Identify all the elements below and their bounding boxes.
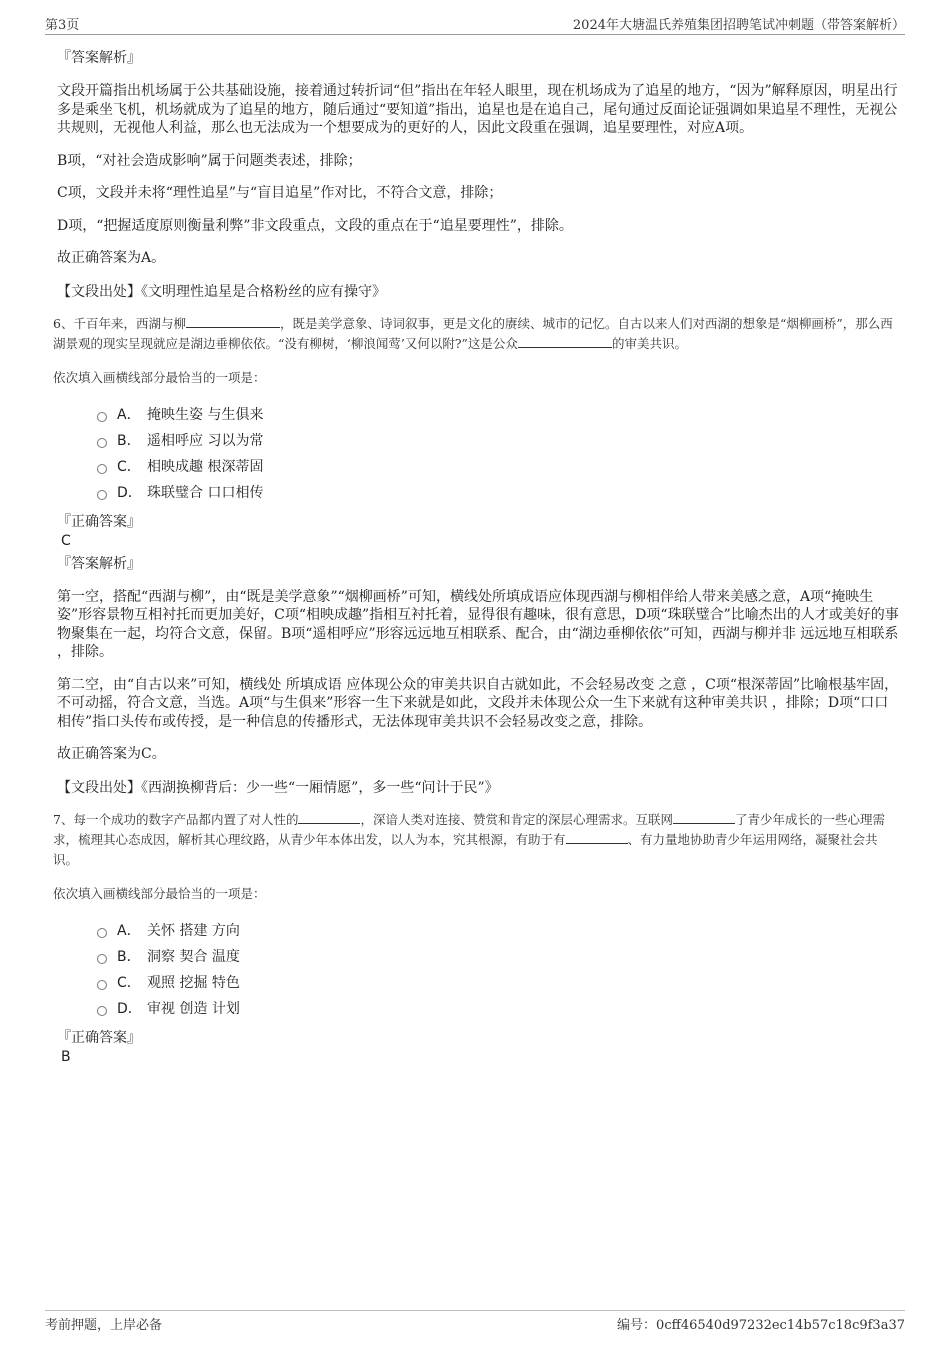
option-text: 关怀 搭建 方向 [147,922,240,939]
q6-blank-1 [186,315,280,328]
option-letter: C． [117,974,141,991]
q7-correct-answer: B [61,1048,71,1065]
option-letter: B． [117,948,141,965]
q6-correct-tag: 『正确答案』 [57,513,141,530]
page-footer [45,1310,905,1336]
option-text: 珠联璧合 口口相传 [147,484,264,501]
q5-analysis-para-4: D项，“把握适度原则衡量利弊”非文段重点，文段的重点在于“追星要理性”，排除。 [57,217,573,234]
q6-option-c[interactable] [97,454,902,480]
option-letter: A． [117,922,141,939]
document-body [53,44,902,1068]
option-text: 遥相呼应 习以为常 [147,432,264,449]
radio-icon[interactable] [97,438,107,448]
radio-icon[interactable] [97,1006,107,1016]
q7-stem [53,810,902,870]
q6-options [97,402,902,506]
q7-stem-part-2: ，深谙人类对连接、赞赏和肯定的深层心理需求。互联网 [360,811,673,827]
q7-option-a[interactable] [97,918,902,944]
footer-slogan: 考前押题，上岸必备 [45,1318,163,1333]
q7-blank-2 [673,811,735,824]
q6-analysis-tag: 『答案解析』 [57,555,141,572]
q7-options [97,918,902,1022]
q6-analysis-para-1: 第一空，搭配“西湖与柳”，由“既是美学意象”“烟柳画桥”可知，横线处所填成语应体现西湖与柳相伴给人带来美感之意，A项“掩映生姿”形容景物互相衬托而更加美好，C项“相映成趣”指相互衬托着，显得很有趣味，很有意思，D项“珠联璧合”比喻杰出的人才或美好的事物聚集在一起，均符合文意，保留。B项“遥相呼应”形容远远地互相联系、配合，由“湖边垂柳依依”可知，西湖与柳并非 远远地互相联系 ，排除。 [57,588,899,660]
q6-stem-part-1: 6、千百年来，西湖与柳 [53,315,186,331]
q6-correct-answer: C [61,532,71,549]
q6-stem-part-2: ，既是美学意象、诗词叙事，更是文化的赓续、城市的记忆。自古以来人们对西湖的想象是“烟柳画桥”，那么西湖景观的现实呈现就应是湖边垂柳依依。“没有柳树，‘柳浪闻莺’又何以附?”这是公众 [53,315,893,351]
radio-icon[interactable] [97,490,107,500]
q5-source: 【文段出处】《文明理性追星是合格粉丝的应有操守》 [57,283,386,300]
option-text: 掩映生姿 与生俱来 [147,406,264,423]
q6-stem [53,314,902,354]
q5-analysis-para-3: C项，文段并未将“理性追星”与“盲目追星”作对比，不符合文意，排除； [57,185,503,201]
q6-analysis-para-2: 第二空，由“自古以来”可知，横线处 所填成语 应体现公众的审美共识自古就如此，不会轻易改变 之意 ，C项“根深蒂固”比喻根基牢固，不可动摇，符合文意，当选。A项“与生俱来”形容一生下来就是如此，文段并未体现公众一生下来就有这种审美共识 ，排除；D项“口口相传”指口头传布或传授，是一种信息的传播形式，无法体现审美共识不会轻易改变之意，排除。 [57,676,899,730]
radio-icon[interactable] [97,464,107,474]
document-id: 编号：0cff46540d97232ec14b57c18c9f3a37 [617,1318,905,1333]
q6-option-b[interactable] [97,428,902,454]
q5-analysis-tag: 『答案解析』 [57,50,141,66]
option-letter: A． [117,406,141,423]
q7-stem-part-1: 7、每一个成功的数字产品都内置了对人性的 [53,811,299,827]
page-number: 第3页 [45,18,80,33]
q7-blank-3 [566,831,628,844]
q5-analysis-para-2: B项，“对社会造成影响”属于问题类表述，排除； [57,152,362,169]
radio-icon[interactable] [97,980,107,990]
q7-option-d[interactable] [97,996,902,1022]
q5-analysis-para-1: 文段开篇指出机场属于公共基础设施，接着通过转折词“但”指出在年轻人眼里，现在机场成为了追星的地方，“因为”解释原因，明星出行多是乘坐飞机，机场就成为了追星的地方，随后通过“要知道”指出，追星也是在追自己，尾句通过反面论证强调如果追星不理性，无视公共规则，无视他人利益，那么也无法成为一个想要成为的更好的人，因此文段重在强调，追星要理性，对应A项。 [57,83,898,136]
q6-prompt: 依次填入画横线部分最恰当的一项是： [53,369,266,385]
page-header [45,14,905,35]
q6-conclusion: 故正确答案为C。 [57,746,166,762]
radio-icon[interactable] [97,412,107,422]
q7-option-c[interactable] [97,970,902,996]
option-letter: D． [117,484,142,501]
q7-blank-1 [298,811,360,824]
q7-prompt: 依次填入画横线部分最恰当的一项是： [53,885,266,901]
option-letter: C． [117,458,141,475]
radio-icon[interactable] [97,928,107,938]
q5-conclusion: 故正确答案为A。 [57,250,166,266]
q7-stem-part-3: 了青少年成长的一些心理需求，梳理其心态成因，解析其心理纹路，从青少年本体出发，以人为本，究其根源，有助于有 [53,811,885,847]
q6-stem-part-3: 的审美共识。 [611,335,687,351]
q6-source: 【文段出处】《西湖换柳背后：少一些“一厢情愿”，多一些“问计于民”》 [57,779,499,796]
radio-icon[interactable] [97,954,107,964]
q7-option-b[interactable] [97,944,902,970]
q6-option-a[interactable] [97,402,902,428]
option-letter: D． [117,1000,142,1017]
q6-option-d[interactable] [97,480,902,506]
q6-blank-2 [518,335,612,348]
document-title: 2024年大塘温氏养殖集团招聘笔试冲刺题（带答案解析） [572,18,905,33]
option-text: 洞察 契合 温度 [147,948,240,965]
q7-correct-tag: 『正确答案』 [57,1029,141,1046]
option-text: 相映成趣 根深蒂固 [147,458,264,475]
q7-stem-part-4: 、有力量地协助青少年运用网络，凝聚社会共识。 [53,831,878,867]
option-text: 观照 挖掘 特色 [147,974,240,991]
option-text: 审视 创造 计划 [147,1000,240,1017]
option-letter: B． [117,432,141,449]
